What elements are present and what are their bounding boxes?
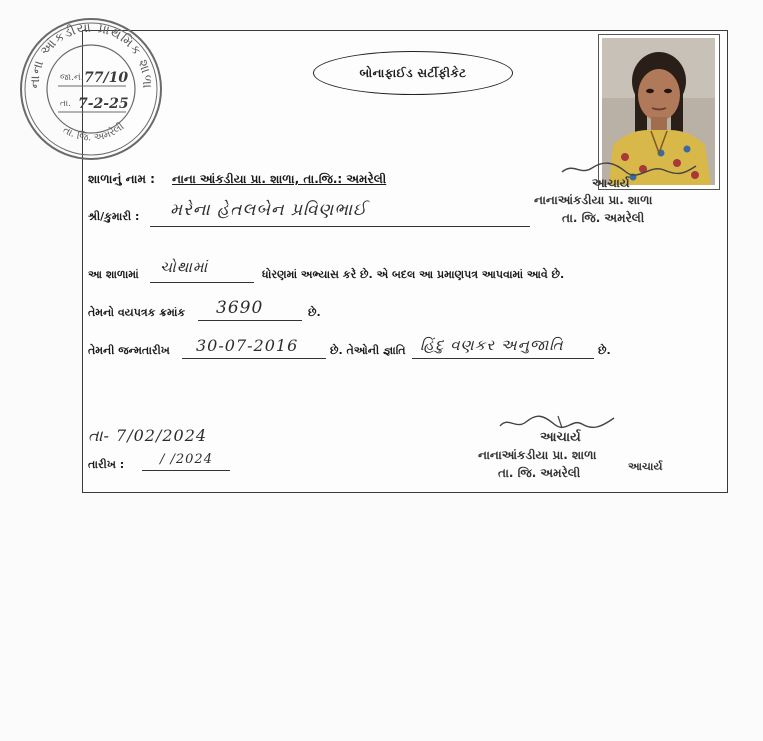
caste-prefix: છે. તેઓની જ્ઞાતિ [330,344,406,357]
register-suffix: છે. [308,306,321,319]
stamp-top-role: આચાર્ય [592,176,630,190]
seal-ring-text: નાના આંકડીયા પ્રાથમિક શાળા [27,20,155,90]
register-prefix: તેમનો વયપત્રક ક્રમાંક [88,306,186,319]
seal-inward-number: 77/10 [84,70,129,86]
student-name-label: શ્રી/કુમારી : [88,210,140,223]
printed-principal-label: આચાર્ય [628,460,663,473]
stamp-bottom-role: આચાર્ય [540,430,581,445]
caste-value: હિંદુ વણકર અનુજાતિ [420,336,564,354]
date-underline [142,470,230,471]
standard-underline [150,282,254,283]
caste-underline [412,358,594,359]
register-underline [198,320,302,321]
stamp-bottom-district: તા. જિ. અમરેલી [498,466,581,480]
student-name-underline [150,226,530,227]
stamp-top-district: તા. જિ. અમરેલી [562,211,645,225]
school-name-label: શાળાનું નામ : [88,172,155,186]
stamp-top-school: નાનાઆંકડીયા પ્રા. શાળા [534,193,653,207]
school-name: નાના આંકડીયા પ્રા. શાળા, તા.જિ.: અમરેલી [172,172,387,186]
study-suffix: ધોરણમાં અભ્યાસ કરે છે. એ બદલ આ પ્રમાણપત્ર આપવામાં આવે છે. [262,268,565,281]
stamp-bottom-school: નાનાઆંકડીયા પ્રા. શાળા [478,448,597,462]
standard-value: ચોથામાં [160,258,209,276]
school-seal-stamp [18,16,164,162]
svg-text:તા. જિ. અમરેલી [61,120,127,143]
handwritten-date: તા- 7/02/2024 [88,426,208,445]
dob-prefix: તેમની જન્મતારીખ [88,344,170,357]
principal-signature-top [560,160,700,178]
seal-date: 7-2-25 [78,96,129,112]
date-label: તારીખ : [88,458,125,471]
certificate-title: બોનાફાઈડ સર્ટીફીકેટ [313,51,513,95]
seal-date-label: તા. [60,99,72,109]
register-number: 3690 [216,298,264,318]
seal-bottom-text: તા. જિ. અમરેલી [60,121,127,144]
seal-inward-label: જા.નં. [60,73,84,83]
date-of-birth: 30-07-2016 [196,336,299,355]
student-name: મરેના હેતલબેન પ્રવિણભાઈ [170,200,368,220]
caste-suffix: છે. [598,344,611,357]
principal-signature-bottom [498,412,618,432]
study-prefix: આ શાળામાં [88,268,139,281]
date-value: / /2024 [160,452,213,467]
dob-underline [182,358,326,359]
